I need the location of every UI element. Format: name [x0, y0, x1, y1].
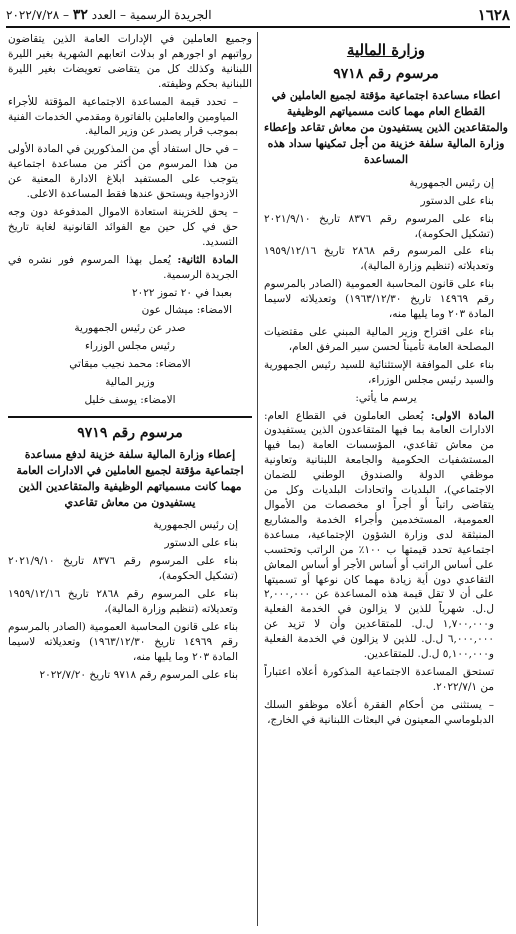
journal-name: الجريدة الرسمية – العدد — [91, 8, 212, 22]
issue-number: ٣٢ — [72, 7, 88, 23]
paragraph: إن رئيس الجمهورية — [153, 519, 238, 532]
paragraph: بناء على قانون المحاسبة العمومية (الصادر بالمرسوم رقم ١٤٩٦٩ تاريخ ١٩٦٣/١٢/٣٠) وتعديلاته لاسيما المادة ٢٠٣ وما يليها منه، — [8, 620, 238, 663]
article-2 — [8, 253, 252, 283]
paragraph: بناء على اقتراح وزير المالية المبني على مقتضيات المصلحة العامة تأميناً لحسن سير المرفق العام، — [264, 326, 494, 353]
signature-line: صدر عن رئيس الجمهورية — [74, 322, 186, 335]
article-2-text: يُعمل بهذا المرسوم فور نشره في الجريدة الرسمية. — [8, 253, 238, 281]
paragraph: – في حال استفاد أي من المذكورين في المادة الأولى من هذا المرسوم من أكثر من مساعدة اجتماعية يتوجب على المستفيد ابلاغ الادارة المعنية عن الازدواجية ويستحق عندها فقط المساعدة الاعلى. — [8, 143, 238, 201]
decree-subject: اعطاء مساعدة اجتماعية مؤقتة لجميع العاملين في القطاع العام مهما كانت مسمياتهم الوظيفية والمتقاعدين الذين يستفيدون من معاش تقاعد وإعطاء وزارة المالية سلفة خزينة من أجل تمكينها سداد هذه المساعدة — [264, 89, 508, 166]
paragraph: بناء على المرسوم رقم ٢٨٦٨ تاريخ ١٩٥٩/١٢/١٦ وتعديلاته (تنظيم وزارة المالية)، — [8, 588, 238, 615]
signature-line: الامضاء: يوسف خليل — [84, 393, 176, 406]
paragraph: بناء على الدستور — [420, 194, 494, 207]
paragraph: بناء على المرسوم رقم ٨٣٧٦ تاريخ ٢٠٢١/٩/١٠ (تشكيل الحكومة)، — [8, 555, 238, 583]
paragraph: يرسم ما يأتي: — [355, 391, 417, 404]
signature-line: رئيس مجلس الوزراء — [84, 340, 176, 353]
paragraph: – يستثنى من أحكام الفقرة أعلاه موظفو السلك الدبلوماسي المعينون في البعثات اللبنانية في الخارج، — [264, 698, 494, 726]
article-1-label: المادة الاولى: — [430, 409, 494, 422]
decree-title: مرسوم رقم ٩٧١٨ — [333, 66, 439, 83]
page-header — [6, 4, 510, 28]
article-1 — [264, 409, 508, 662]
decree-2-subject: إعطاء وزارة المالية سلفة خزينة لدفع مساعدة اجتماعية مؤقتة لجميع العاملين في الادارات العامة مهما كانت مسمياتهم الوظيفية والمتقاعدين الذين يستفيدون من معاش تقاعدي — [16, 447, 244, 509]
issue-date: – ٢٠٢٢/٧/٢٨ — [6, 8, 70, 22]
paragraph: وجميع العاملين في الإدارات العامة الذين يتقاضون رواتبهم او اجورهم او بدلات اتعابهم الشهرية بغير الليرة اللبنانية وكذلك كل من يتقاضى تعويضات بغير الليرة اللبنانية بحكم وظيفته. — [8, 33, 252, 90]
paragraph: بناء على قانون المحاسبة العمومية (الصادر بالمرسوم رقم ١٤٩٦٩ تاريخ ١٩٦٣/١٢/٣٠) وتعديلاته لاسيما المادة ٢٠٣ وما يليها منه، — [264, 278, 494, 321]
article-1-text: يُعطى العاملون في القطاع العام: الادارات العامة بما فيها المتقاعدون الذين يستفيدون من معاش تقاعدي، المؤسسات العامة (بما فيها المستشفيات الحكومية والجامعة اللبنانية وتعاونية موظفي الدولة والصندوق الوطني للضمان الاجتماعي)، البلديات واتحادات البلديات وكل من يتقاضى راتباً أو أجراً او مخصصات من الأموال العمومية، المستخدمين وأجراء الخدمة والمشاريع المنبثقة لدى وزارة الشؤون الإجتماعية، مساعدة اجتماعية تحدد قيمتها ب ١٠٠٪ من الراتب وتحتسب على أساس الراتب أو أساس الأجر أو أساس المعاش التقاعدي دون أية زيادة مهما كان نوعها أو تسميتها على أن لا تقل قيمة هذه المساعدة عن ٢,٠٠٠,٠٠٠ ل.ل. شهرياً للذين لا يزالون في الخدمة الفعلية و١,٧٠٠,٠٠٠ ل.ل. للمتقاعدين وأن لا تزيد عن ٦,٠٠٠,٠٠٠ ل.ل. للذين لا يزالون في الخدمة الفعلية و٥,١٠٠,٠٠٠ ل.ل. للمتقاعدين. — [264, 409, 494, 661]
paragraph: بناء على المرسوم رقم ٢٨٦٨ تاريخ ١٩٥٩/١٢/١٦ وتعديلاته (تنظيم وزارة المالية)، — [264, 245, 494, 273]
paragraph: بناء على المرسوم رقم ٨٣٧٦ تاريخ ٢٠٢١/٩/١٠ (تشكيل الحكومة)، — [264, 212, 494, 240]
paragraph: بناء على الدستور — [164, 537, 238, 550]
decree-2-title: مرسوم رقم ٩٧١٩ — [77, 424, 183, 441]
right-column — [264, 32, 508, 926]
signature-line: الامضاء: محمد نجيب ميقاتي — [69, 358, 191, 371]
page-number: ١٦٢٨ — [477, 6, 510, 24]
signature-line: وزير المالية — [105, 376, 155, 389]
paragraph: بناء على المرسوم رقم ٩٧١٨ تاريخ ٢٠٢٢/٧/٢٠ — [39, 668, 238, 681]
paragraph: – تحدد قيمة المساعدة الاجتماعية المؤقتة للأجراء المياومين والعاملين بالفاتورة ومقدمي الخدمات الفنية بموجب قرار يصدر عن وزير المالية. — [8, 95, 238, 138]
paragraph: – يحق للخزينة استعادة الاموال المدفوعة دون وجه حق في كل حين مع الفوائد القانونية لغاية تاريخ التسديد. — [8, 205, 238, 248]
column-divider — [257, 32, 258, 926]
signature-line: بعبدا في ٢٠ تموز ٢٠٢٢ — [131, 286, 232, 299]
ministry-title: وزارة المالية — [346, 41, 426, 59]
paragraph: إن رئيس الجمهورية — [409, 176, 494, 189]
journal-title — [6, 7, 212, 23]
paragraph: تستحق المساعدة الاجتماعية المذكورة أعلاه اعتباراً من ٢٠٢٢/٧/١. — [264, 665, 494, 693]
left-column — [8, 32, 252, 926]
paragraph: بناء على الموافقة الإستثنائية للسيد رئيس الجمهورية والسيد رئيس مجلس الوزراء، — [264, 358, 494, 386]
signature-line: الامضاء: ميشال عون — [141, 304, 232, 317]
article-2-label: المادة الثانية: — [177, 253, 238, 266]
section-separator — [8, 416, 252, 418]
